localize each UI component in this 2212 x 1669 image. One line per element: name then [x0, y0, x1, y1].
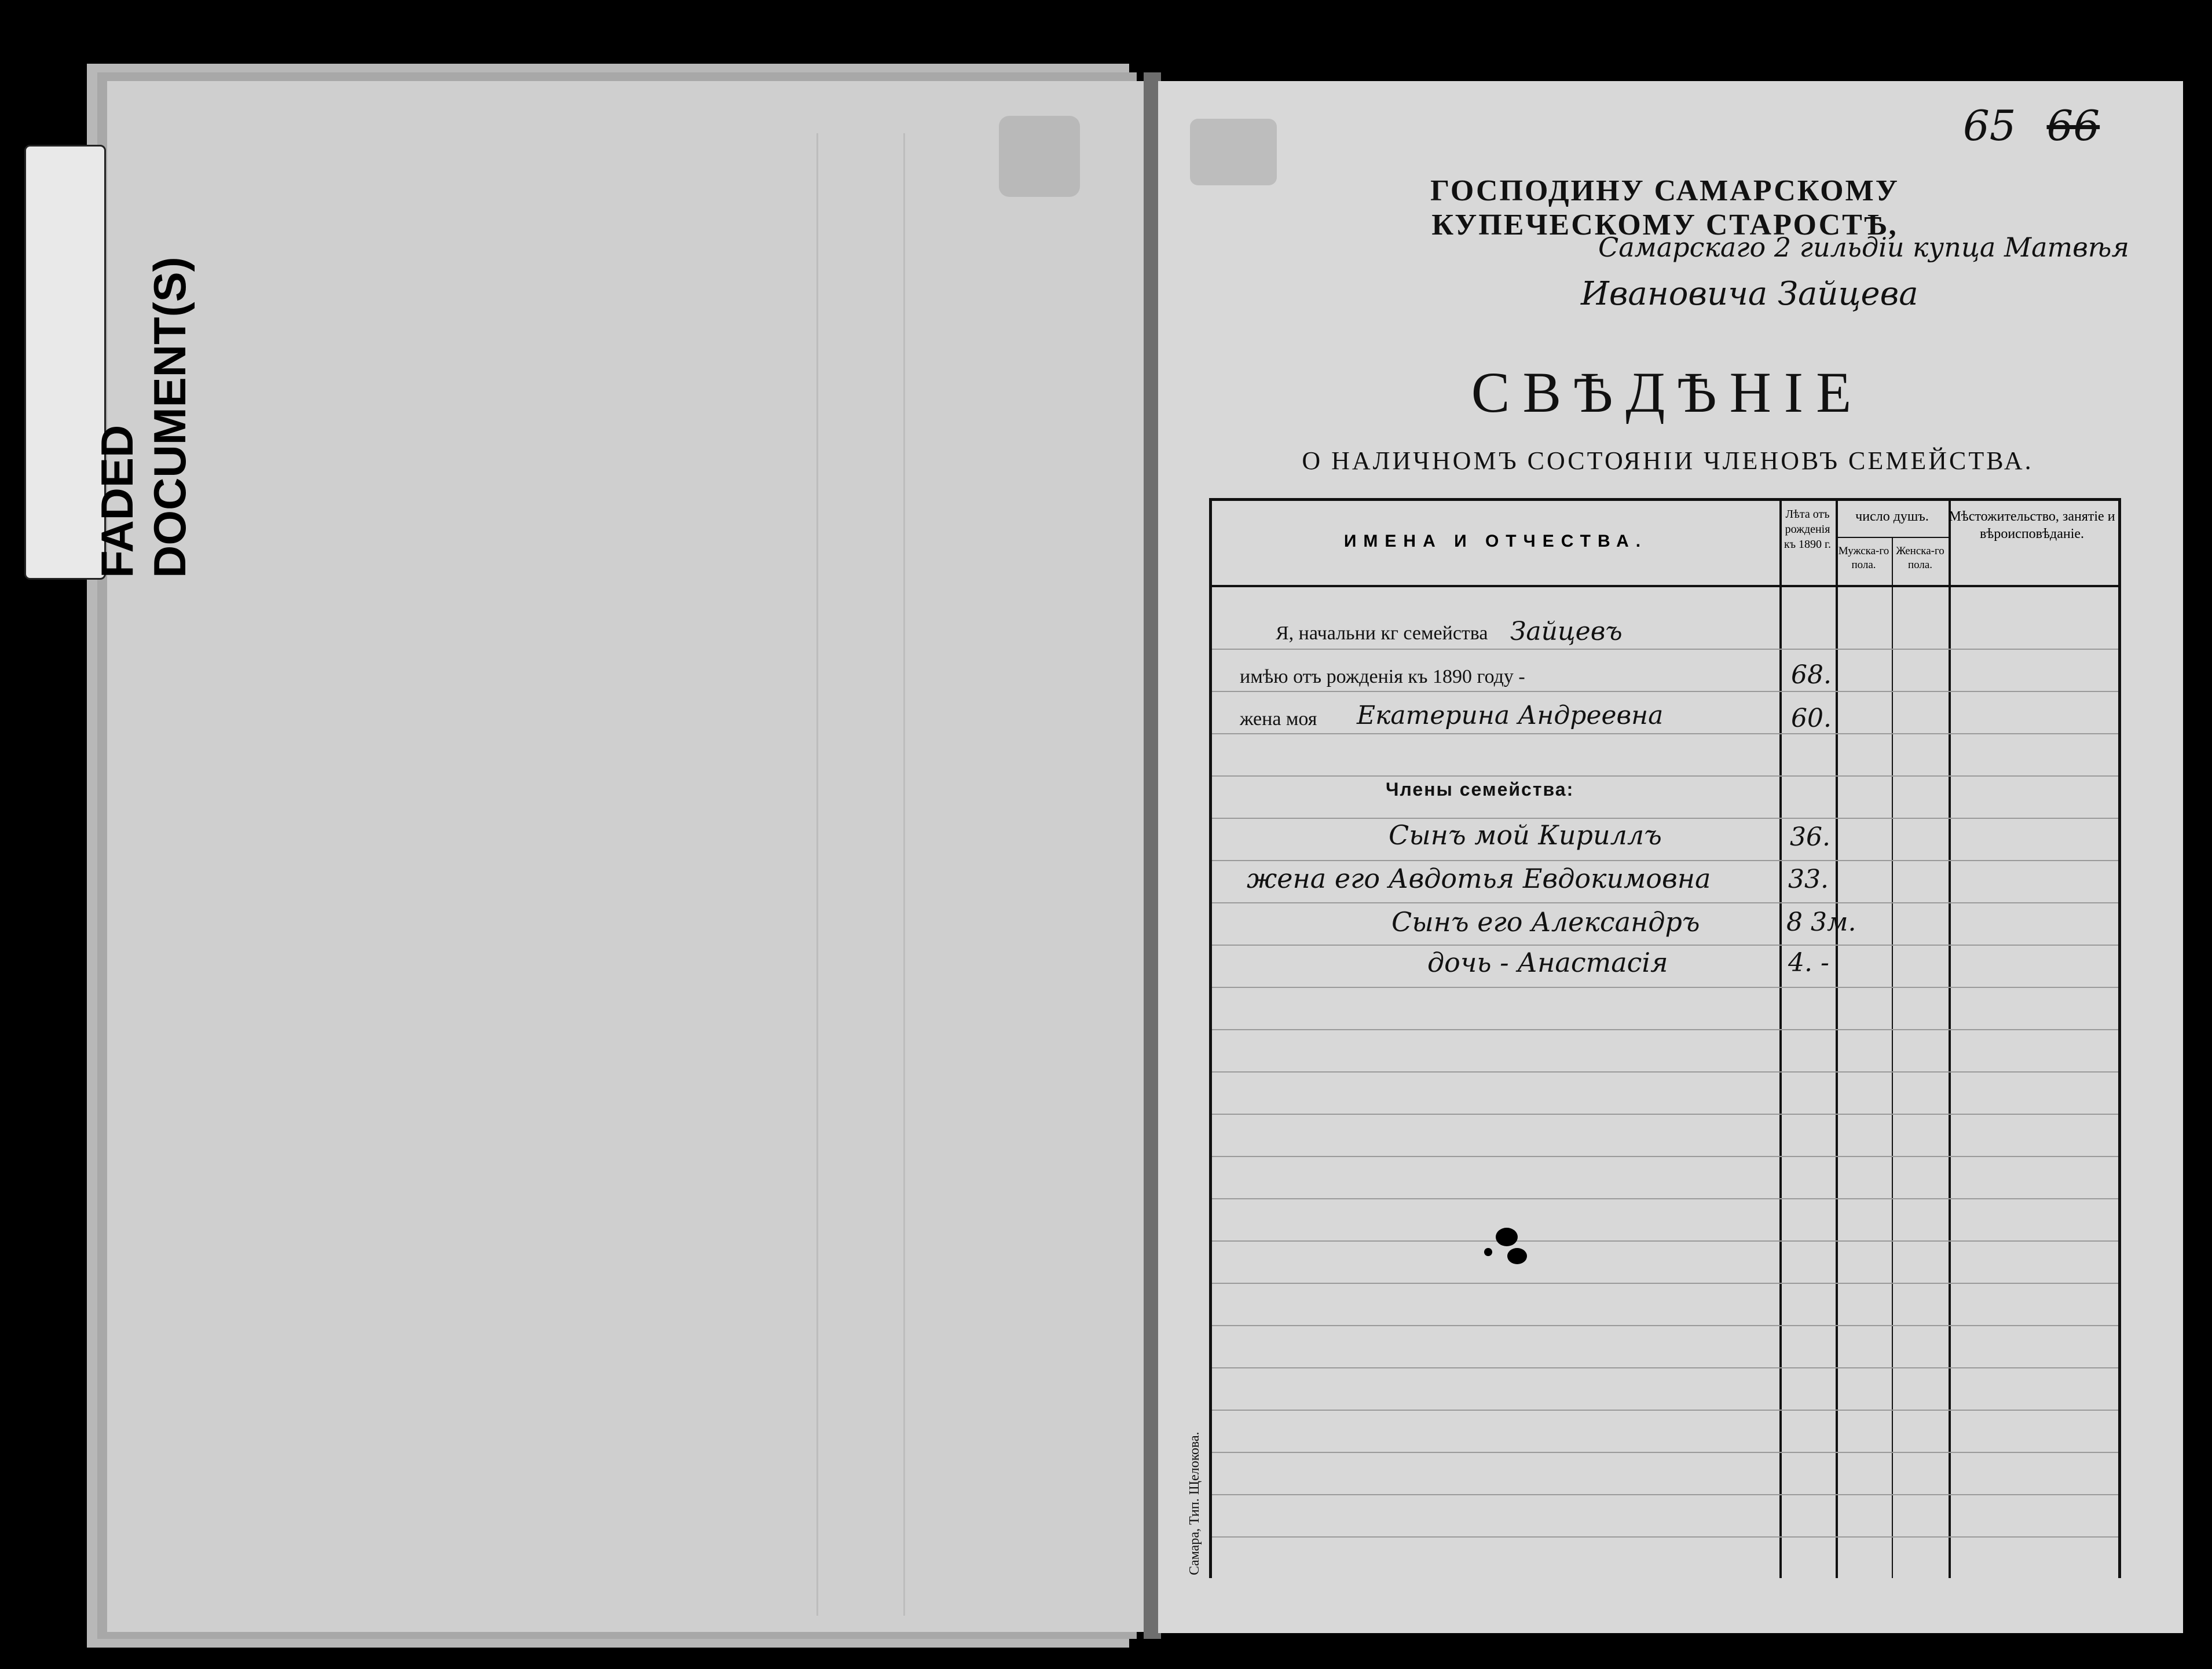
age-statement: имѣю отъ рожденія къ 1890 году - — [1240, 666, 1525, 687]
left-page — [107, 81, 1147, 1632]
header-souls: число душъ. — [1855, 509, 1929, 524]
member-age: 36. — [1790, 822, 1830, 852]
wife-name: Екатерина Андреевна — [1357, 701, 1664, 730]
left-page-stamp — [999, 116, 1080, 197]
ruled-line — [1212, 1029, 2118, 1030]
ruled-line — [1212, 945, 2118, 946]
ruled-line — [1212, 1240, 2118, 1242]
ruled-line — [1212, 1452, 2118, 1453]
merchant-line-2: Ивановича Зайцева — [1581, 275, 1918, 313]
ink-blot — [1507, 1248, 1527, 1264]
header-male: Мужска-го пола. — [1838, 545, 1889, 571]
folio-struck: 66 — [2046, 101, 2100, 150]
ruled-line — [1212, 1071, 2118, 1073]
ink-blot — [1484, 1248, 1492, 1256]
printer-imprint — [1184, 1401, 1207, 1575]
family-table — [1209, 498, 2121, 1578]
header-divider — [1212, 585, 2118, 587]
ruled-line — [1212, 649, 2118, 650]
addressee-line: ГОСПОДИНУ САМАРСКОМУ КУПЕЧЕСКОМУ СТАРОСТѢ, — [1430, 174, 1899, 241]
header-residence: Мѣстожительство, занятіе и вѣроисповѣданіе. — [1949, 509, 2115, 541]
document-title: СВѢДѢНІЕ — [1471, 360, 1865, 424]
column-divider — [1779, 501, 1782, 1578]
member-age: 4. - — [1788, 948, 1829, 978]
document-subtitle: О НАЛИЧНОМЪ СОСТОЯНІИ ЧЛЕНОВЪ СЕМЕЙСТВА. — [1302, 446, 2034, 475]
folio-current: 65 — [1963, 101, 2016, 150]
souls-divider — [1836, 537, 1949, 538]
ruled-line — [1212, 1198, 2118, 1199]
left-page-rule — [903, 133, 905, 1616]
ruled-line — [1212, 860, 2118, 861]
ruled-line — [1212, 775, 2118, 777]
printer-imprint-text: Самара, Тип. Щелокова. — [1187, 1432, 1202, 1575]
folio-number — [1963, 101, 2100, 150]
header-female: Женска-го пола. — [1896, 545, 1944, 571]
ink-blot — [1496, 1228, 1518, 1246]
ruled-line — [1212, 1494, 2118, 1495]
merchant-line-1: Самарскаго 2 гильдіи купца Матвѣя — [1598, 232, 2129, 263]
ruled-line — [1212, 1114, 2118, 1115]
ruled-line — [1212, 987, 2118, 988]
ruled-line — [1212, 818, 2118, 819]
member-age: 8 3м. — [1786, 907, 1856, 937]
faded-documents-tab[interactable] — [24, 145, 195, 580]
ruled-line — [1212, 902, 2118, 903]
head-age: 68. — [1791, 660, 1832, 690]
ruled-line — [1212, 1410, 2118, 1411]
member-age: 33. — [1788, 865, 1829, 894]
ruled-line — [1212, 733, 2118, 734]
head-of-family-label: Я, начальни кг семейства — [1276, 623, 1488, 644]
ruled-line — [1212, 1325, 2118, 1326]
header-names: ИМЕНА И ОТЧЕСТВА. — [1343, 532, 1648, 551]
left-page-rule — [816, 133, 818, 1616]
head-of-family-name: Зайцевъ — [1510, 617, 1623, 646]
wife-age: 60. — [1791, 704, 1832, 733]
member-entry: Сынъ мой Кириллъ — [1389, 819, 1662, 851]
column-divider — [1836, 501, 1838, 1578]
column-divider — [1892, 537, 1893, 1578]
member-entry: Сынъ его Александръ — [1391, 906, 1700, 938]
member-entry: дочь - Анастасія — [1427, 947, 1668, 978]
wife-label: жена моя — [1240, 708, 1317, 730]
ruled-line — [1212, 1367, 2118, 1368]
faded-documents-label: FADED DOCUMENT(S) — [91, 257, 195, 578]
column-divider — [1949, 501, 1951, 1578]
ruled-line — [1212, 691, 2118, 692]
ruled-line — [1212, 1536, 2118, 1538]
ruled-line — [1212, 1283, 2118, 1284]
ruled-line — [1212, 1156, 2118, 1157]
revenue-stamp — [1190, 119, 1277, 185]
member-entry: жена его Авдотья Евдокимовна — [1247, 863, 1711, 894]
members-heading: Члены семейства: — [1386, 779, 1574, 800]
header-age: Лѣта отъ рожденія къ 1890 г. — [1783, 508, 1831, 551]
